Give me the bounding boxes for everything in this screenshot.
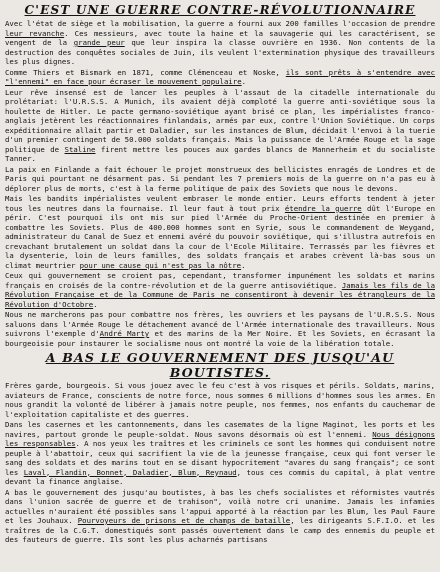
underlined-text: André Marty	[99, 329, 150, 338]
paragraph-3	[5, 88, 435, 164]
underlined-text: Jamais les fils de la Révolution Française et de la Commune de Paris ne consentiront à devenir les étrangleurs de la Révolution d'Octobre	[5, 280, 435, 309]
paragraph-5	[5, 194, 435, 270]
text-run: , tous ces commis du capital, à plat ventre devant la finance anglaise.	[5, 467, 435, 486]
underlined-text: Pourvoyeurs de prisons et de champs de bataille	[77, 516, 291, 525]
text-run: que leur inspira la classe ouvrière en 1936. Non contents de la destruction des conquêtes sociales de Juin, ils veulent l'extermination physique des travailleurs les plus dignes.	[5, 38, 435, 66]
underlined-text: grande peur	[73, 38, 125, 47]
text-run: Ceux qui gouvernement se croient pas, cependant, transformer impunément les soldats et marins français en croisés de la contre-révolution et de la guerre antisoviétique.	[5, 271, 435, 290]
underlined-text: ils sont prêts à s'entendre avec "l'ennemi" en face pour écraser le mouvement populaire	[5, 67, 436, 86]
underlined-text: Staline	[64, 144, 96, 154]
text-run: A bas le gouvernement des jusqu'au boutistes, à bas les chefs socialistes et réformistes vautrés dans l'union sacrée de guerre et de trahison", voilà notre cri unanime. Jamais les infamies actuelles n'auraient été possibles sans l'appui apporté à la réaction par les Blum, les Paul Faure et les Jouhaux.	[5, 487, 435, 525]
paragraph-2	[5, 68, 435, 87]
underlined-text: leur revanche	[5, 28, 65, 38]
paragraph-8	[5, 381, 435, 419]
text-run: La paix en Finlande a fait échouer le projet monstrueux des bellicistes enragés de Londres et de Paris qui pourtant ne désarment pas. Si pendant les 7 premiers mois de la guerre on n'a pas eu à déplorer plus de morts, c'est à la ferme politique de paix des Soviets que nous le devons.	[5, 164, 435, 193]
text-run: firent mettre les pouces aux gardes blancs de Mannerheim et du socialiste Tanner.	[5, 144, 435, 163]
paragraph-9	[5, 420, 435, 487]
article-title: C'EST UNE GUERRE CONTRE-RÉVOLUTIONNAIRE	[24, 3, 416, 17]
text-run: .	[241, 260, 246, 270]
paragraph-6	[5, 271, 435, 309]
underlined-text: étendre la guerre	[284, 203, 362, 213]
text-run: Avec l'état de siège et la mobilisation, la guerre a fourni aux 200 familles l'occasion de prendre	[5, 19, 435, 28]
underlined-text: Nous désignons les responsables	[5, 429, 435, 448]
text-run: .	[241, 77, 247, 86]
text-run: Frères garde, bourgeois. Si vous jouez avec le feu c'est à vos risques et périls. Soldats, marins, aviateurs de France, conscients de notre force, nous sommes 6 millions d'hommes sous les armes. En nous grandit la volonté de libérer à jamais notre peuple, nos femmes, nos enfants du cauchemar de l'exploitation capitaliste et des guerres.	[5, 381, 435, 419]
section-title: A BAS LE GOUVERNEMENT DES JUSQU'AU BOUTISTES.	[45, 350, 395, 380]
paragraph-1	[5, 19, 435, 67]
text-run: .	[93, 299, 98, 309]
text-run: Dans les casernes et les cantonnements, dans les casemates de la ligne Maginot, les ports et les navires, partout gronde le peuple-soldat. Nous savons désormais où est l'ennemi.	[5, 420, 435, 439]
paragraph-4	[5, 165, 435, 194]
text-run: . Ces messieurs, avec toute la haine et la sauvagerie qui les caractérisent, se vengent de la	[5, 28, 435, 47]
text-run: Mais les bandits impérialistes veulent embraser le monde entier. Leurs efforts tendent à jeter tous les neutres dans la fournaise. Il leur faut à tout prix	[5, 194, 435, 213]
underlined-text: Laval, Flandin, Bonnet, Daladier, Blum, Reynaud	[23, 467, 237, 477]
text-run: . A nos yeux les traîtres et les criminels ce sont les hommes qui conduisent notre peuple à l'abattoir, ceux qui sacrifient la vie de la jeunesse française, ceux qui font verser le sang des soldats et des marins tout en se disant hypocritement "avares du sang français"; ce sont les	[5, 439, 435, 477]
paragraph-10	[5, 488, 435, 545]
paragraph-7	[5, 310, 435, 348]
underlined-text: pour une cause qui n'est pas la nôtre	[79, 260, 242, 270]
text-run: dût l'Europe en périr. C'est pourquoi ils ont mis sur pied l'Armée du Proche-Orient destinée en premier à combattre les Soviets. Plus de 400.000 hommes sont en Syrie, sous le commandement de Weygand, administrateur du Canal de Suez et ennemi avéré du pouvoir soviétique, qui s'illustra autrefois en crevachant brutalement un soldat dans la cour de l'Ecole Militaire. Terrassés par les fièvres et la dysenterie, loin de leurs familles, des soldats français et arabes crèvent là-bas sous un climat meurtrier	[5, 203, 435, 270]
text-run: Nous ne marcherons pas pour combattre nos frères, les ouvriers et les paysans de l'U.R.S.S. Nous saluons dans l'Armée Rouge le détachement avancé de l'Armée internationale des travailleurs. Nous suivrons l'exemple d'	[5, 310, 435, 338]
text-run: et des marins de la Mer Noire. Et les Soviets, en écrasant la bourgeoisie pour instaurer le socialisme nous ont montré la voie de la libération totale.	[5, 329, 436, 348]
text-run: Comme Thiers et Bismark en 1871, comme Clémenceau et Noske,	[5, 67, 286, 77]
text-run: Leur rêve insensé est de lancer les peuples à l'assaut de la citadelle internationale du prolétariat: l'U.R.S.S. A Munich, ils avaient déjà comploté la guerre anti-soviétique sous la houlette de Hitler. Le pacte germano-soviétique ayant brisé ce plan, les impérialistes franco-anglais jetèrent les réactionnaires finlandais, armés par eux, contre l'Union Soviétique. Un corps expéditionnaire allait partir et Daladier, sur les instances de Blum, décidait l'envoi à la tuerie d'un premier contingent de 50.000 soldats français. Mais la puissance de l'Armée Rouge et la sage politique de	[5, 87, 435, 154]
text-run: , les dirigeants S.F.I.O. et les traîtres de la C.G.T. domestiqués sont passés ouvertement dans le camp des ennemis du peuple et des fauteurs de guerre. Ils sont les plus acharnés partisans	[5, 516, 436, 544]
